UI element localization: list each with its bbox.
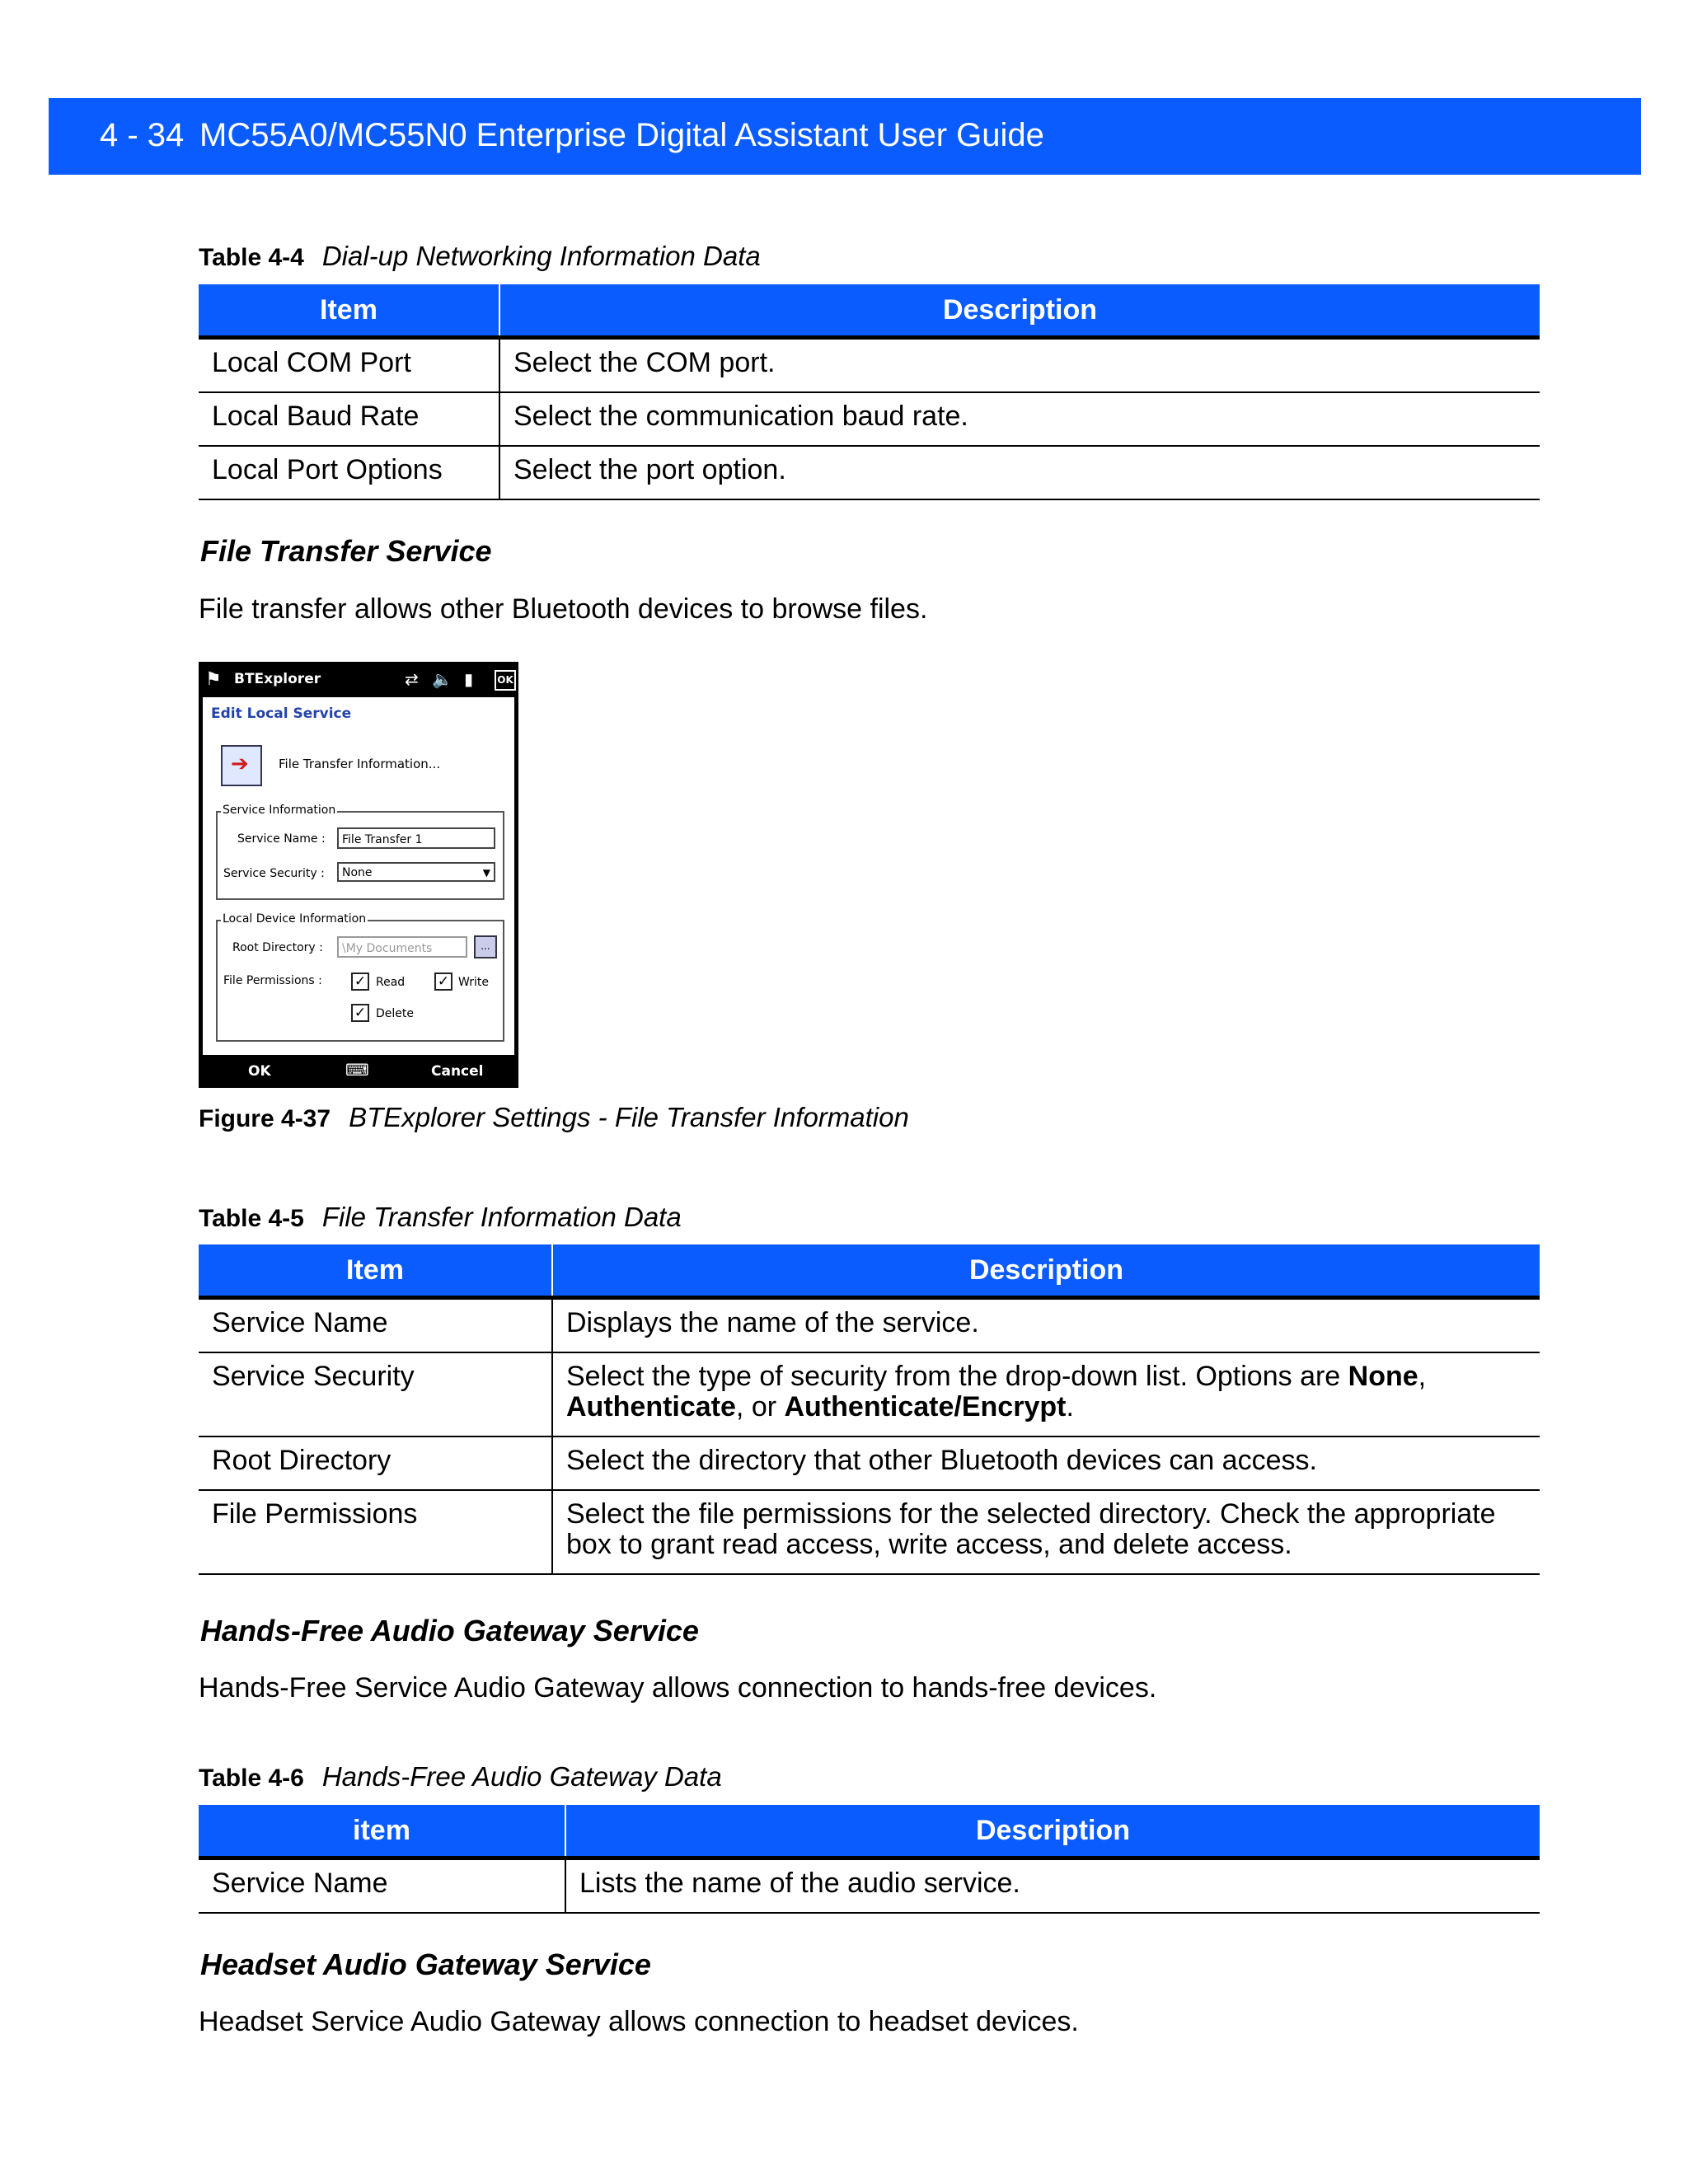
hands-free-heading: Hands-Free Audio Gateway Service — [200, 1614, 699, 1647]
screen-title: Edit Local Service — [211, 705, 352, 722]
read-label: Read — [376, 976, 406, 989]
table-row — [199, 1490, 1540, 1574]
table-row — [199, 338, 1540, 393]
item-cell: File Permissions — [199, 1490, 552, 1574]
description-cell: Select the directory that other Bluetooth devices can access. — [552, 1436, 1540, 1490]
service-name-field[interactable]: File Transfer 1 — [337, 827, 495, 849]
table-title: Hands-Free Audio Gateway Data — [321, 1761, 722, 1792]
table-4-4-caption — [199, 241, 761, 272]
table-4-6 — [199, 1805, 1540, 1914]
item-cell: Root Directory — [199, 1436, 552, 1490]
write-checkbox[interactable] — [434, 972, 452, 991]
table-4-5-caption — [199, 1202, 682, 1233]
table-4-5 — [199, 1244, 1540, 1575]
windows-flag-icon: ⚑ — [205, 669, 222, 690]
item-cell: Service Name — [199, 1858, 565, 1914]
column-header-description: Description — [499, 284, 1540, 338]
item-cell: Service Name — [199, 1298, 552, 1353]
app-title: BTExplorer — [234, 671, 321, 687]
hands-free-body: Hands-Free Service Audio Gateway allows connection to hands-free devices. — [199, 1672, 1157, 1704]
root-directory-field[interactable] — [337, 936, 467, 958]
delete-checkbox[interactable] — [351, 1004, 369, 1022]
column-header-description: Description — [565, 1805, 1540, 1858]
separator: , or — [735, 1391, 785, 1422]
description-cell: Displays the name of the service. — [552, 1298, 1540, 1353]
separator: , — [1418, 1361, 1427, 1392]
group-legend: Local Device Information — [223, 912, 367, 926]
column-header-item: Item — [199, 1244, 552, 1298]
title-bar — [199, 662, 518, 697]
file-transfer-body: File transfer allows other Bluetooth devices to browse files. — [199, 593, 928, 625]
page-header — [49, 98, 1641, 175]
table-label: Table 4-6 — [199, 1765, 304, 1792]
group-legend: Service Information — [223, 804, 336, 817]
table-4-4 — [199, 284, 1540, 500]
option-none: None — [1348, 1361, 1418, 1392]
description-cell: Select the COM port. — [499, 338, 1540, 393]
table-row — [199, 446, 1540, 499]
guide-title: MC55A0/MC55N0 Enterprise Digital Assistant User Guide — [199, 117, 1044, 153]
figure-title: BTExplorer Settings - File Transfer Information — [349, 1102, 909, 1132]
headset-body: Headset Service Audio Gateway allows connection to headset devices. — [199, 2006, 1079, 2037]
battery-icon: ▮ — [464, 669, 474, 689]
period: . — [1066, 1391, 1074, 1422]
column-header-item: Item — [199, 284, 499, 338]
browse-button[interactable]: ... — [474, 935, 497, 958]
option-authenticate: Authenticate — [566, 1391, 736, 1422]
speaker-icon: 🔈 — [432, 669, 452, 689]
column-header-item: item — [199, 1805, 565, 1858]
softkey-bar — [199, 1055, 518, 1088]
option-authenticate-encrypt: Authenticate/Encrypt — [784, 1391, 1067, 1422]
table-row — [199, 1298, 1540, 1353]
check-icon: ✓ — [354, 973, 367, 990]
table-4-6-caption — [199, 1761, 722, 1793]
service-information-group — [216, 804, 504, 900]
table-label: Table 4-4 — [199, 244, 304, 271]
connectivity-icon: ⇄ — [405, 669, 419, 689]
headset-heading: Headset Audio Gateway Service — [200, 1947, 651, 1981]
screen-subtitle: File Transfer Information... — [279, 757, 441, 771]
item-cell: Local Port Options — [199, 446, 499, 499]
table-header-row — [199, 284, 1540, 338]
item-cell: Local Baud Rate — [199, 392, 499, 446]
service-name-label: Service Name : — [237, 832, 326, 846]
figure-label: Figure 4-37 — [199, 1105, 331, 1132]
description-cell: Select the port option. — [499, 446, 1540, 499]
description-cell — [552, 1352, 1540, 1436]
table-header-row — [199, 1805, 1540, 1858]
dropdown-value: None — [342, 866, 373, 879]
root-directory-placeholder: \My Documents — [342, 942, 433, 955]
cancel-softkey[interactable]: Cancel — [431, 1063, 484, 1080]
column-header-description: Description — [552, 1244, 1540, 1298]
local-device-information-group — [216, 912, 504, 1042]
table-row — [199, 1436, 1540, 1490]
table-title: File Transfer Information Data — [321, 1202, 682, 1232]
description-cell: Select the file permissions for the selected directory. Check the appropriate box to grant read access, write access, and delete access. — [552, 1490, 1540, 1574]
table-label: Table 4-5 — [199, 1205, 304, 1232]
file-permissions-label: File Permissions : — [223, 974, 322, 987]
table-row — [199, 392, 1540, 446]
table-row — [199, 1858, 1540, 1914]
file-transfer-heading: File Transfer Service — [200, 534, 492, 568]
check-icon: ✓ — [354, 1005, 367, 1021]
item-cell: Service Security — [199, 1352, 552, 1436]
ok-softkey[interactable]: OK — [248, 1063, 271, 1080]
figure-4-37-caption — [199, 1102, 909, 1133]
description-cell: Select the communication baud rate. — [499, 392, 1540, 446]
screen — [203, 697, 514, 1055]
table-row — [199, 1352, 1540, 1436]
service-security-dropdown[interactable] — [337, 862, 495, 882]
delete-label: Delete — [376, 1007, 414, 1020]
check-icon: ✓ — [437, 973, 450, 990]
keyboard-icon[interactable]: ⌨ — [345, 1060, 369, 1080]
file-transfer-icon: ➔ — [221, 745, 262, 786]
service-security-label: Service Security : — [223, 867, 325, 880]
table-header-row — [199, 1244, 1540, 1298]
item-cell: Local COM Port — [199, 338, 499, 393]
ok-badge[interactable]: OK — [495, 670, 516, 691]
root-directory-label: Root Directory : — [232, 941, 323, 954]
description-cell: Lists the name of the audio service. — [565, 1858, 1540, 1914]
write-label: Write — [458, 976, 489, 989]
chevron-down-icon: ▼ — [482, 867, 490, 879]
security-desc-text: Select the type of security from the drop-down list. Options are — [566, 1361, 1348, 1392]
read-checkbox[interactable] — [351, 972, 369, 991]
table-title: Dial-up Networking Information Data — [321, 241, 761, 271]
page-number: 4 - 34 — [100, 117, 185, 153]
btexplorer-screenshot — [199, 662, 518, 1088]
